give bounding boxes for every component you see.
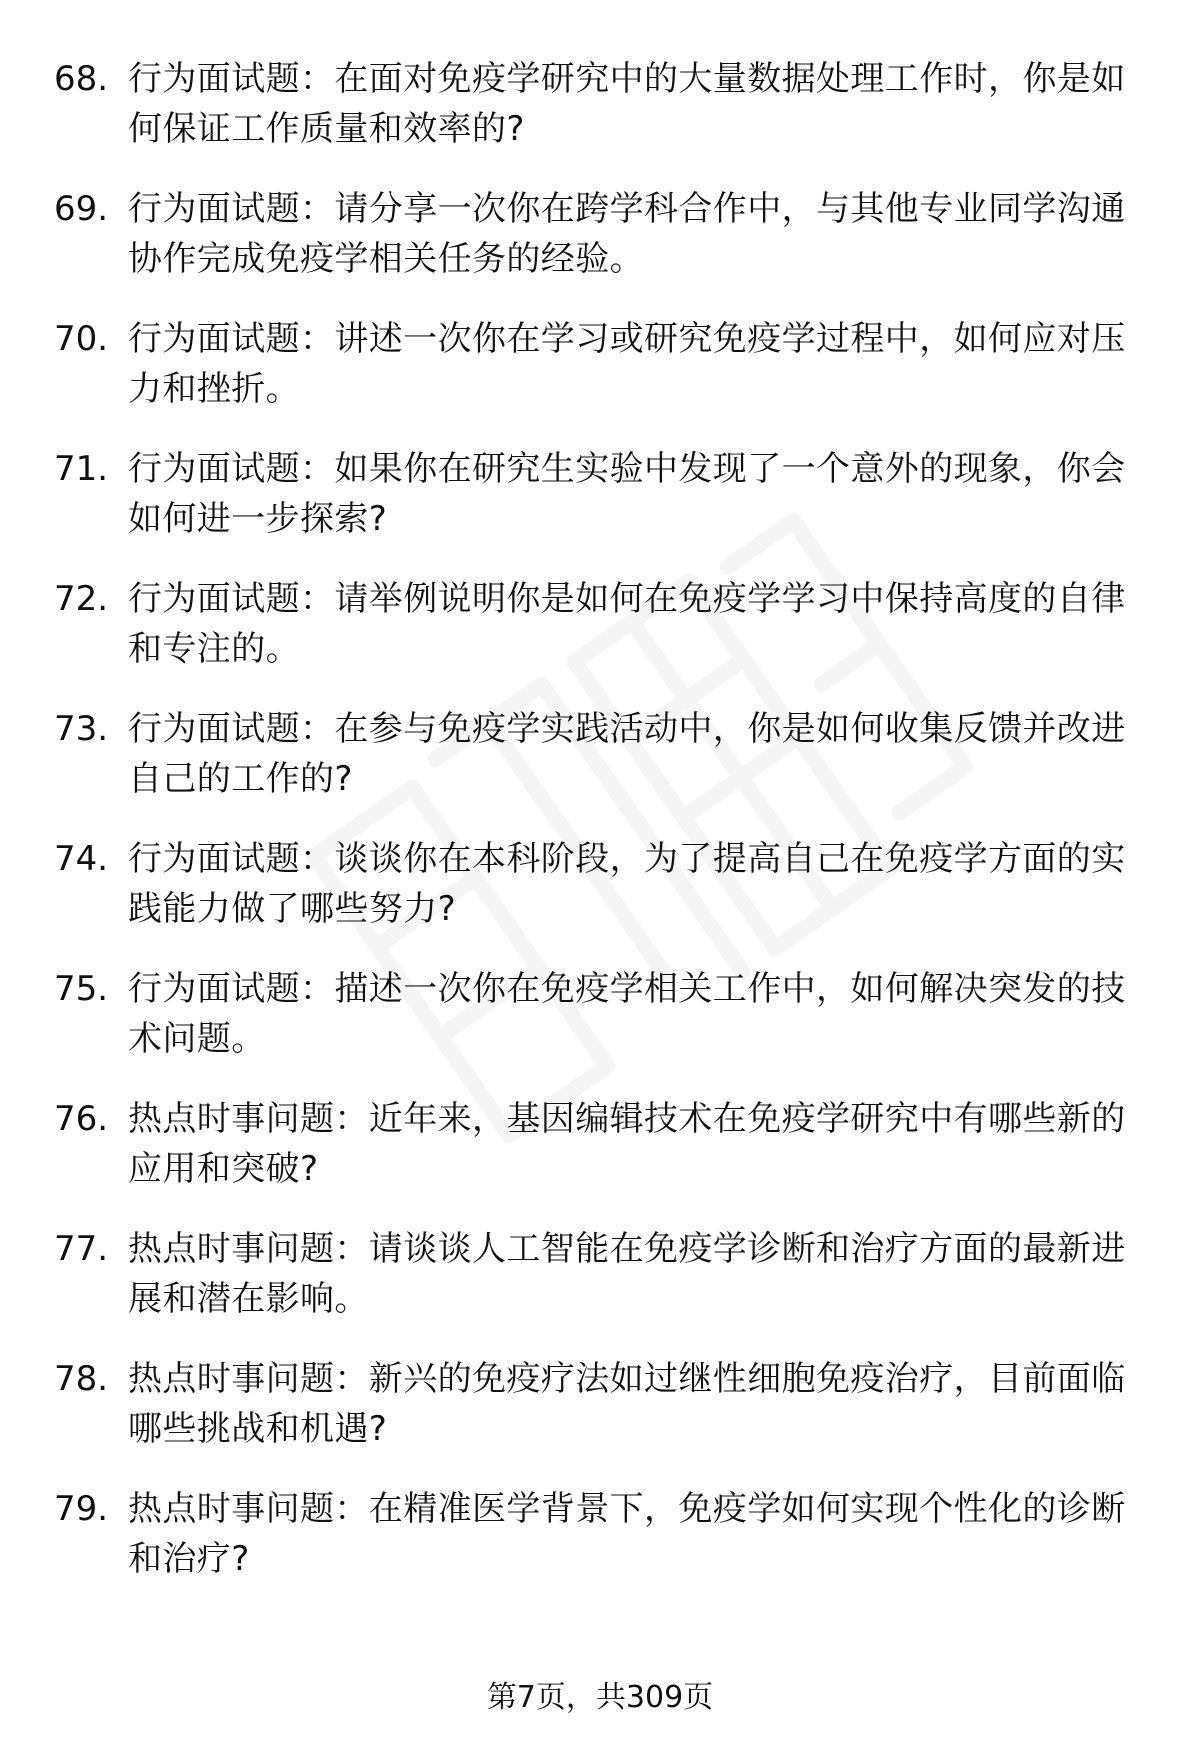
- question-item: [0, 704, 1200, 834]
- question-text: 热点时事问题：近年来，基因编辑技术在免疫学研究中有哪些新的应用和突破?: [128, 1099, 1126, 1189]
- question-item: [0, 1224, 1200, 1354]
- question-number: 75.: [54, 969, 109, 1009]
- question-text: 行为面试题：讲述一次你在学习或研究免疫学过程中，如何应对压力和挫折。: [128, 319, 1126, 409]
- question-item: [0, 834, 1200, 964]
- question-item: [0, 964, 1200, 1094]
- question-text: 行为面试题：描述一次你在免疫学相关工作中，如何解决突发的技术问题。: [128, 969, 1126, 1059]
- question-text: 行为面试题：请分享一次你在跨学科合作中，与其他专业同学沟通协作完成免疫学相关任务的经验。: [128, 189, 1126, 279]
- question-text: 行为面试题：如果你在研究生实验中发现了一个意外的现象，你会如何进一步探索?: [128, 449, 1126, 539]
- question-text: 热点时事问题：新兴的免疫疗法如过继性细胞免疫治疗，目前面临哪些挑战和机遇?: [128, 1359, 1126, 1449]
- page-footer: 第7页，共309页: [486, 1680, 714, 1715]
- question-item: [0, 574, 1200, 704]
- question-text: 行为面试题：请举例说明你是如何在免疫学学习中保持高度的自律和专注的。: [128, 579, 1126, 669]
- question-item: [0, 54, 1200, 184]
- question-list: [0, 54, 1200, 1614]
- question-number: 68.: [54, 59, 109, 99]
- question-number: 74.: [54, 839, 109, 879]
- question-number: 69.: [54, 189, 109, 229]
- question-number: 79.: [54, 1489, 109, 1529]
- question-number: 78.: [54, 1359, 109, 1399]
- question-number: 71.: [54, 449, 109, 489]
- question-text: 行为面试题：谈谈你在本科阶段，为了提高自己在免疫学方面的实践能力做了哪些努力?: [128, 839, 1126, 929]
- question-item: [0, 444, 1200, 574]
- question-number: 76.: [54, 1099, 109, 1139]
- question-text: 行为面试题：在参与免疫学实践活动中，你是如何收集反馈并改进自己的工作的?: [128, 709, 1126, 799]
- question-item: [0, 1484, 1200, 1614]
- question-item: [0, 314, 1200, 444]
- question-number: 72.: [54, 579, 109, 619]
- question-text: 热点时事问题：请谈谈人工智能在免疫学诊断和治疗方面的最新进展和潜在影响。: [128, 1229, 1126, 1319]
- question-number: 70.: [54, 319, 109, 359]
- question-item: [0, 1354, 1200, 1484]
- question-number: 77.: [54, 1229, 109, 1269]
- question-text: 行为面试题：在面对免疫学研究中的大量数据处理工作时，你是如何保证工作质量和效率的?: [128, 59, 1126, 149]
- question-text: 热点时事问题：在精准医学背景下，免疫学如何实现个性化的诊断和治疗?: [128, 1489, 1126, 1579]
- question-item: [0, 184, 1200, 314]
- question-number: 73.: [54, 709, 109, 749]
- question-item: [0, 1094, 1200, 1224]
